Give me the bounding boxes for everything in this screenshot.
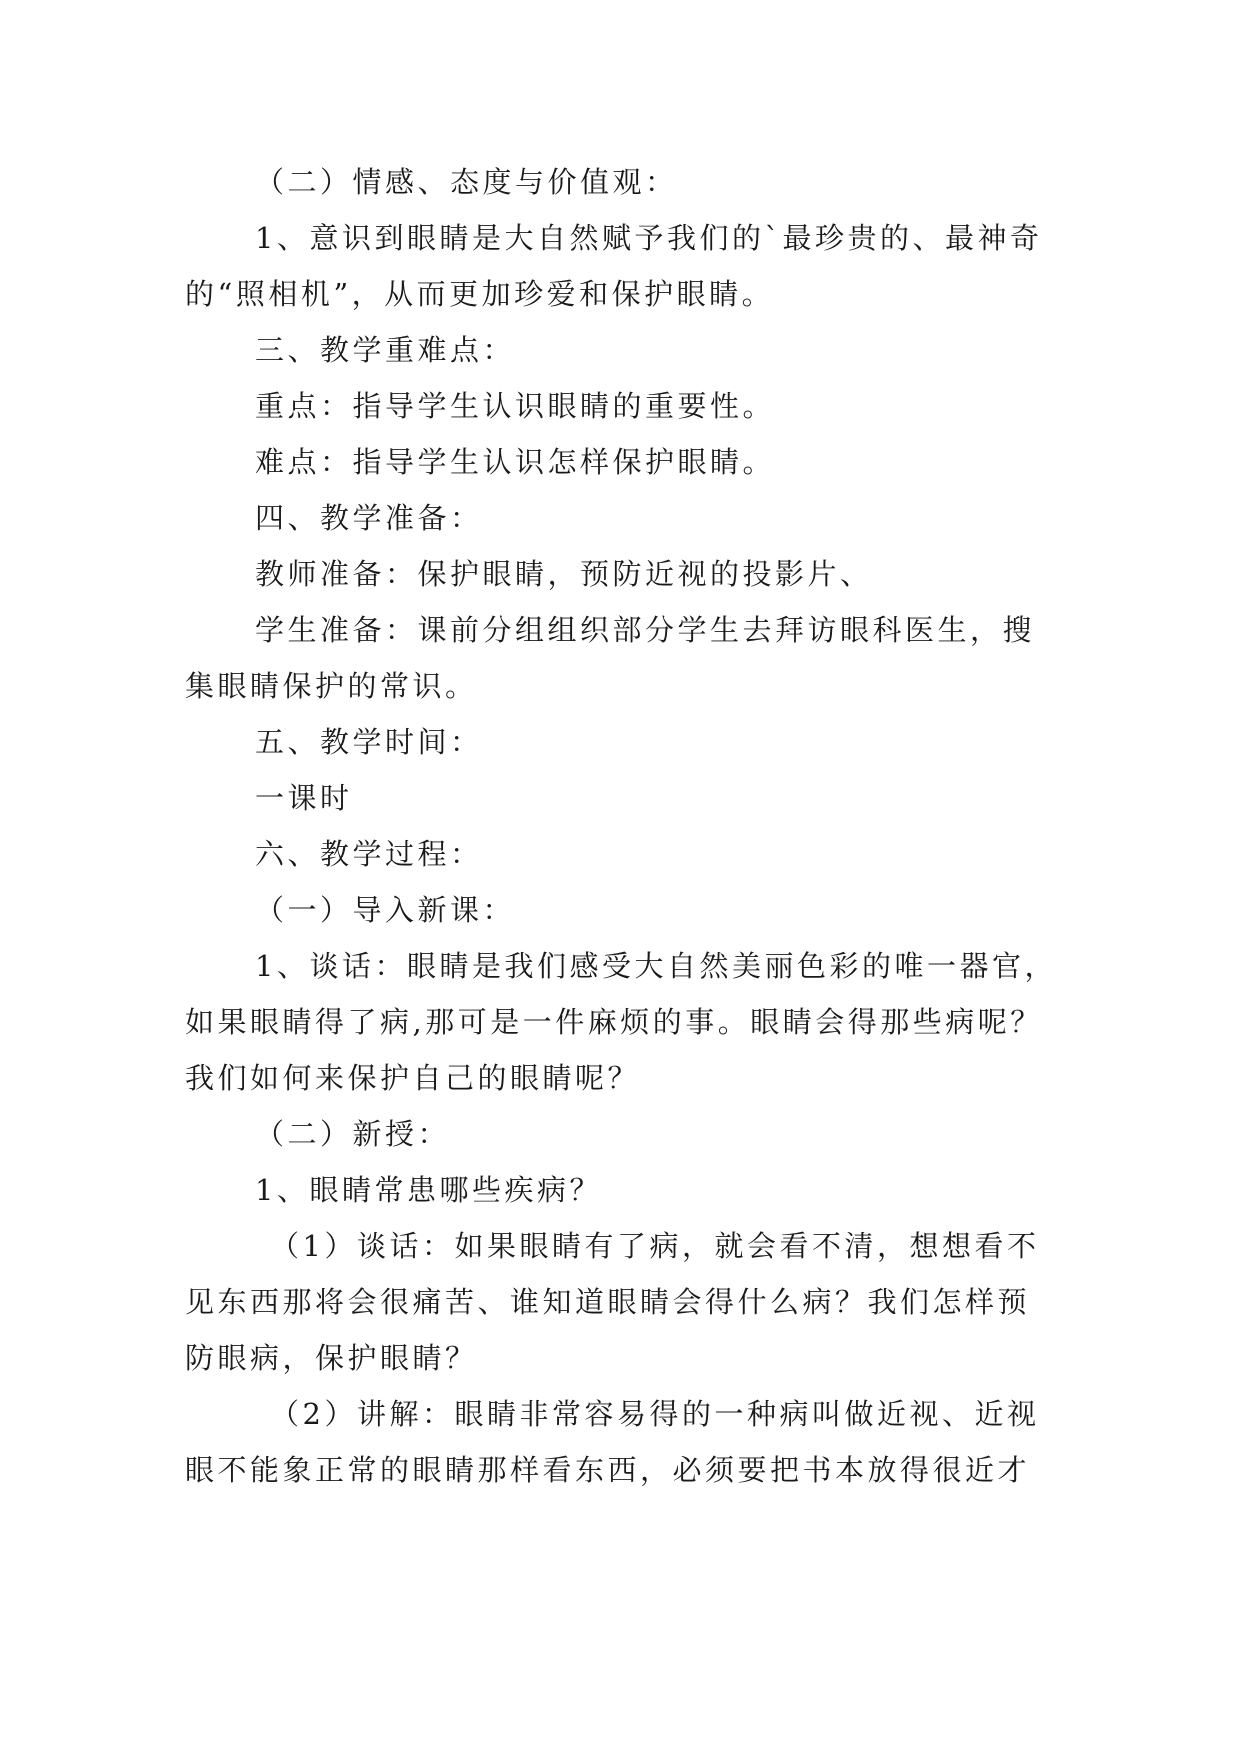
paragraph-line: 1、眼睛常患哪些疾病？ bbox=[255, 1173, 602, 1207]
section-heading: 四、教学准备： bbox=[255, 501, 483, 535]
paragraph-line: 集眼睛保护的常识。 bbox=[185, 669, 478, 703]
paragraph-line: 眼不能象正常的眼睛那样看东西，必须要把书本放得很近才 bbox=[185, 1453, 1031, 1487]
paragraph-line: 1、意识到眼睛是大自然赋予我们的`最珍贵的、最神奇 bbox=[255, 221, 1043, 255]
paragraph-line: 学生准备：课前分组组织部分学生去拜访眼科医生，搜 bbox=[255, 613, 1036, 647]
paragraph-line: 难点：指导学生认识怎样保护眼睛。 bbox=[255, 445, 776, 479]
paragraph-line: 教师准备：保护眼睛，预防近视的投影片、 bbox=[255, 557, 873, 591]
paragraph-line: 我们如何来保护自己的眼睛呢？ bbox=[185, 1061, 641, 1095]
section-heading: 三、教学重难点： bbox=[255, 333, 516, 367]
subsection-heading: （二）情感、态度与价值观： bbox=[255, 165, 678, 199]
paragraph-line: 的“照相机”，从而更加珍爱和保护眼睛。 bbox=[185, 277, 775, 311]
paragraph-line: 如果眼睛得了病,那可是一件麻烦的事。眼睛会得那些病呢？ bbox=[185, 1005, 1043, 1039]
paragraph-line: （2）讲解：眼睛非常容易得的一种病叫做近视、近视 bbox=[270, 1397, 1040, 1431]
section-heading: 六、教学过程： bbox=[255, 837, 483, 871]
paragraph-line: 1、谈话：眼睛是我们感受大自然美丽色彩的唯一器官， bbox=[255, 949, 1057, 983]
subsection-heading: （一）导入新课： bbox=[255, 893, 516, 927]
paragraph-line: 一课时 bbox=[255, 781, 353, 815]
paragraph-line: 防眼病，保护眼睛？ bbox=[185, 1341, 478, 1375]
paragraph-line: 见东西那将会很痛苦、谁知道眼睛会得什么病？我们怎样预 bbox=[185, 1285, 1031, 1319]
section-heading: 五、教学时间： bbox=[255, 725, 483, 759]
subsection-heading: （二）新授： bbox=[255, 1117, 451, 1151]
paragraph-line: （1）谈话：如果眼睛有了病，就会看不清，想想看不 bbox=[270, 1229, 1040, 1263]
paragraph-line: 重点：指导学生认识眼睛的重要性。 bbox=[255, 389, 776, 423]
